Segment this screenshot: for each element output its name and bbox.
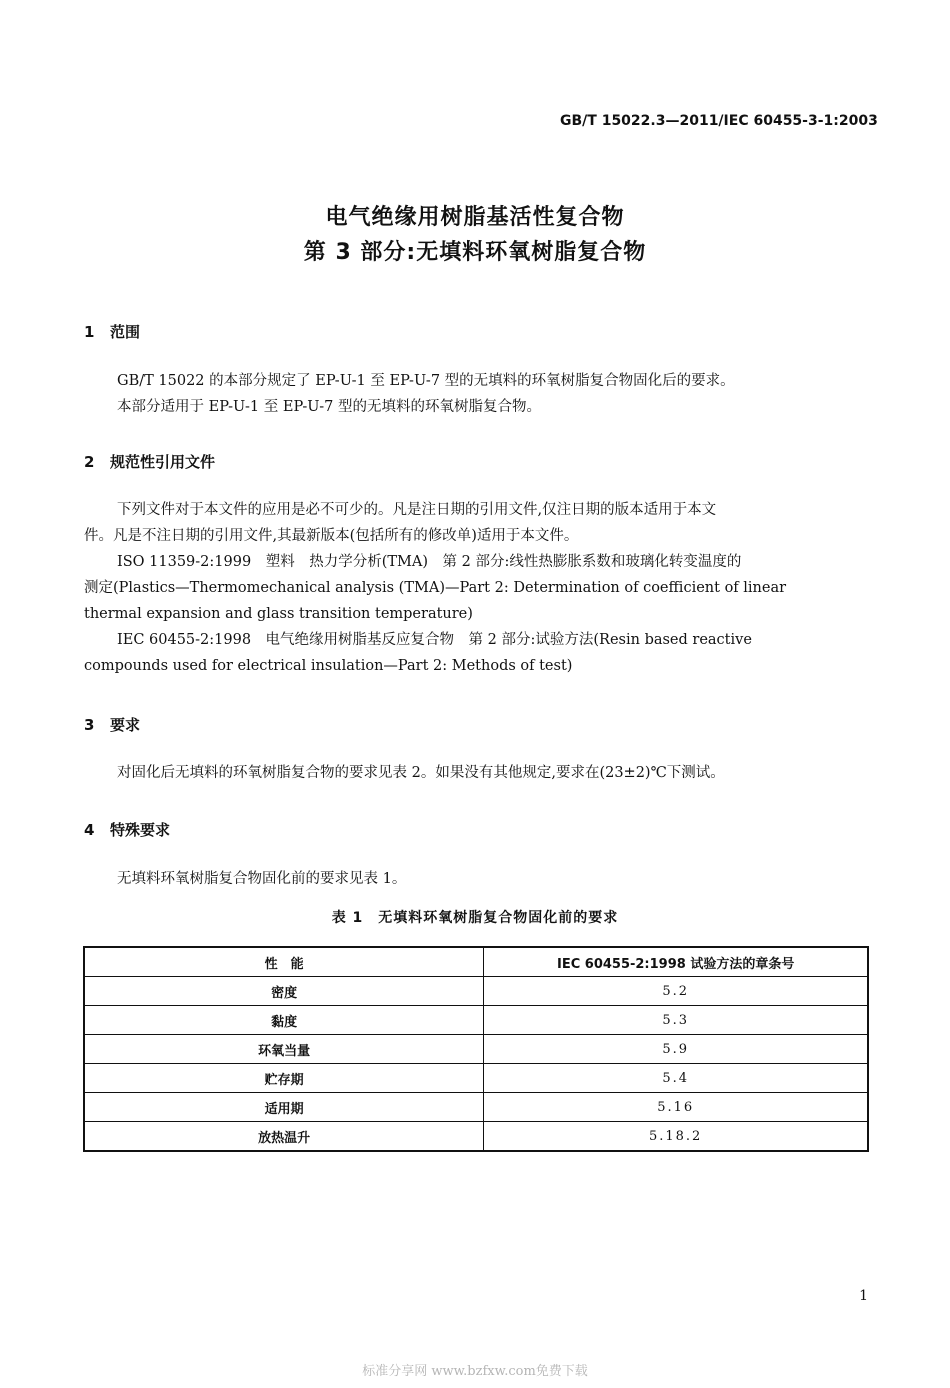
section-number: 2 <box>84 453 95 471</box>
paragraph: GB/T 15022 的本部分规定了 EP-U-1 至 EP-U-7 型的无填料的环氧树脂复合物固化后的要求。 <box>117 373 735 389</box>
property-cell: 密度 <box>84 977 484 1006</box>
paragraph: 无填料环氧树脂复合物固化前的要求见表 1。 <box>117 871 407 887</box>
requirements-table <box>83 946 869 1152</box>
reference-line: compounds used for electrical insulation—Part 2: Methods of test) <box>84 658 573 674</box>
page-number: 1 <box>859 1288 868 1304</box>
section-2-heading <box>84 451 215 472</box>
table-row <box>84 1122 868 1152</box>
column-header-property: 性 能 <box>84 947 484 977</box>
section-number: 1 <box>84 323 95 341</box>
section-title: 要求 <box>110 716 141 734</box>
section-title: 范围 <box>110 323 141 341</box>
property-cell: 贮存期 <box>84 1064 484 1093</box>
document-title-line2: 第 3 部分:无填料环氧树脂复合物 <box>303 240 647 265</box>
section-2-body <box>84 497 869 679</box>
document-title-line1: 电气绝缘用树脂基活性复合物 <box>325 205 625 230</box>
section-number: 4 <box>84 821 95 839</box>
clause-cell: 5.4 <box>484 1064 868 1093</box>
reference-line: ISO 11359-2:1999 塑料 热力学分析(TMA) 第 2 部分:线性热膨胀系数和玻璃化转变温度的 <box>117 554 742 570</box>
clause-cell: 5.18.2 <box>484 1122 868 1152</box>
property-cell: 环氧当量 <box>84 1035 484 1064</box>
table-row <box>84 1035 868 1064</box>
section-1-body <box>84 368 869 420</box>
reference-line: IEC 60455-2:1998 电气绝缘用树脂基反应复合物 第 2 部分:试验方法(Resin based reactive <box>117 632 752 648</box>
table-row <box>84 977 868 1006</box>
reference-line: thermal expansion and glass transition temperature) <box>84 606 473 622</box>
property-cell: 适用期 <box>84 1093 484 1122</box>
clause-cell: 5.2 <box>484 977 868 1006</box>
property-cell: 黏度 <box>84 1006 484 1035</box>
clause-cell: 5.16 <box>484 1093 868 1122</box>
section-title: 规范性引用文件 <box>110 453 216 471</box>
reference-line: 测定(Plastics—Thermomechanical analysis (TMA)—Part 2: Determination of coefficient of linear <box>84 580 787 596</box>
section-3-heading <box>84 714 140 735</box>
property-cell: 放热温升 <box>84 1122 484 1152</box>
paragraph: 本部分适用于 EP-U-1 至 EP-U-7 型的无填料的环氧树脂复合物。 <box>117 399 542 415</box>
table-row <box>84 1064 868 1093</box>
table-row <box>84 1006 868 1035</box>
section-number: 3 <box>84 716 95 734</box>
section-1-heading <box>84 321 140 342</box>
table-header-row <box>84 947 868 977</box>
section-title: 特殊要求 <box>110 821 171 839</box>
clause-cell: 5.9 <box>484 1035 868 1064</box>
paragraph-line: 件。凡是不注日期的引用文件,其最新版本(包括所有的修改单)适用于本文件。 <box>84 528 579 544</box>
column-header-clause: IEC 60455-2:1998 试验方法的章条号 <box>484 947 868 977</box>
table-row <box>84 1093 868 1122</box>
table-caption: 表 1 无填料环氧树脂复合物固化前的要求 <box>331 910 619 926</box>
paragraph: 对固化后无填料的环氧树脂复合物的要求见表 2。如果没有其他规定,要求在(23±2)℃下测试。 <box>117 765 725 781</box>
watermark: 标准分享网 www.bzfxw.com免费下载 <box>362 1364 588 1379</box>
section-3-body <box>84 760 869 786</box>
paragraph-line: 下列文件对于本文件的应用是必不可少的。凡是注日期的引用文件,仅注日期的版本适用于本文 <box>117 502 717 518</box>
clause-cell: 5.3 <box>484 1006 868 1035</box>
section-4-body <box>84 866 869 892</box>
standard-code: GB/T 15022.3—2011/IEC 60455-3-1:2003 <box>560 113 878 129</box>
section-4-heading <box>84 819 170 840</box>
